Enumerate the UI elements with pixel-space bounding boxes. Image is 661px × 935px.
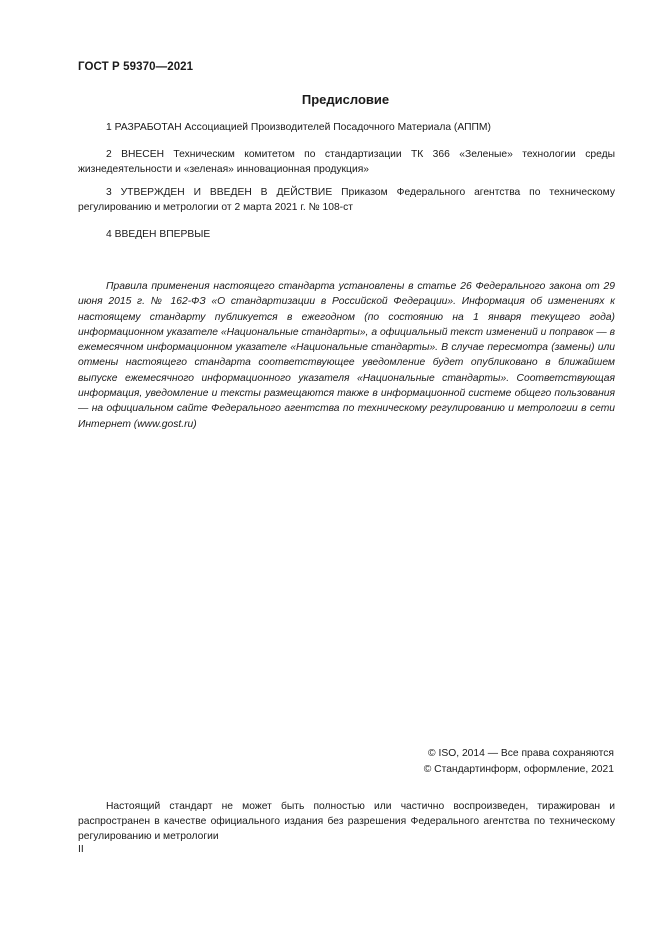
foreword-item-4: 4 ВВЕДЕН ВПЕРВЫЕ: [106, 229, 211, 240]
page-number: II: [78, 844, 84, 855]
page-title: Предисловие: [301, 92, 390, 107]
document-code: ГОСТ Р 59370—2021: [78, 61, 194, 73]
reproduction-notice: Настоящий стандарт не может быть полностью или частично воспроизведен, тиражирован и распространен в качестве официального издания без разрешения Федерального агентства по техническому регулированию и метрологии: [78, 801, 615, 842]
foreword-item-2: 2 ВНЕСЕН Техническим комитетом по стандартизации ТК 366 «Зеленые» технологии среды жизнедеятельности и «зеленая» инновационная продукция»: [78, 149, 615, 175]
application-rules-notice: Правила применения настоящего стандарта установлены в статье 26 Федерального закона от 29 июня 2015 г. № 162-ФЗ «О стандартизации в Российской Федерации». Информация об изменениях к настоящему стандарту публикуется в ежегодном (по состоянию на 1 января текущего года) информационном указателе «Национальные стандарты», а официальный текст изменений и поправок — в ежемесячном информационном указателе «Национальные стандарты». В случае пересмотра (замены) или отмены настоящего стандарта соответствующее уведомление будет опубликовано в ближайшем выпуске ежемесячного информационного указателя «Национальные стандарты». Соответствующая информация, уведомление и тексты размещаются также в информационной системе общего пользования — на официальном сайте Федерального агентства по техническому регулированию и метрологии в сети Интернет (www.gost.ru): [78, 281, 615, 430]
foreword-item-3: 3 УТВЕРЖДЕН И ВВЕДЕН В ДЕЙСТВИЕ Приказом Федерального агентства по техническому регулированию и метрологии от 2 марта 2021 г. № 108-ст: [78, 187, 615, 213]
foreword-item-1: 1 РАЗРАБОТАН Ассоциацией Производителей Посадочного Материала (АППМ): [106, 122, 491, 133]
copyright-block: [424, 746, 614, 777]
copyright-iso: © ISO, 2014 — Все права сохраняются: [428, 748, 614, 759]
copyright-publisher: © Стандартинформ, оформление, 2021: [423, 763, 614, 775]
